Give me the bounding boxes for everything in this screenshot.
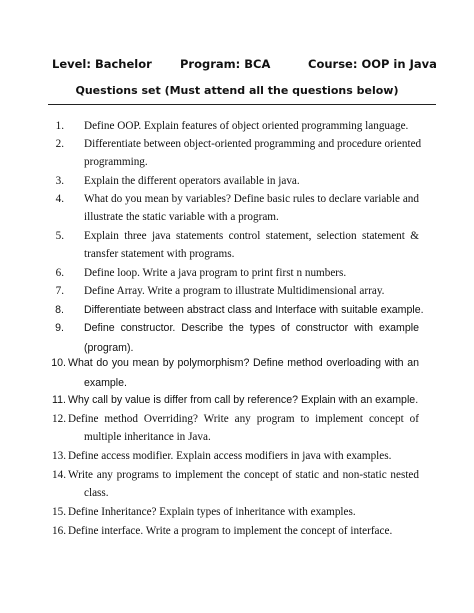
course-label: Course: OOP in Java <box>308 57 437 71</box>
question-number: 15. <box>52 506 66 518</box>
question-text-continued: programming. <box>84 156 148 168</box>
question-text: Explain the different operators available in java. <box>84 175 300 187</box>
question-text-continued: illustrate the static variable with a program. <box>84 211 279 223</box>
question-text: Define constructor. Describe the types of constructor with example <box>84 322 419 334</box>
question-text: Define access modifier. Explain access modifiers in java with examples. <box>68 450 392 462</box>
question-text: What do you mean by polymorphism? Define method overloading with an <box>68 357 419 369</box>
question-text: Differentiate between abstract class and Interface with suitable example. <box>84 304 424 316</box>
question-number: 6. <box>55 267 64 279</box>
question-text: Define loop. Write a java program to print first n numbers. <box>84 267 347 279</box>
question-text: Explain three java statements control statement, selection statement & <box>84 230 419 242</box>
question-text: Differentiate between object-oriented programming and procedure oriented <box>84 138 422 150</box>
level-label: Level: Bachelor <box>52 57 152 71</box>
question-number: 12. <box>52 413 66 425</box>
question-text: What do you mean by variables? Define basic rules to declare variable and <box>84 193 419 205</box>
question-number: 1. <box>55 120 64 132</box>
question-number: 2. <box>55 138 64 150</box>
question-text-continued: class. <box>84 487 109 499</box>
header-divider <box>48 104 436 105</box>
question-text-continued: example. <box>84 377 127 389</box>
questions-set-title: Questions set (Must attend all the questions below) <box>75 84 399 97</box>
question-text: Define OOP. Explain features of object oriented programming language. <box>84 120 409 132</box>
question-text: Define method Overriding? Write any program to implement concept of <box>68 413 419 425</box>
question-number: 5. <box>55 230 64 242</box>
question-number: 11. <box>52 394 66 406</box>
question-text: Define interface. Write a program to implement the concept of interface. <box>68 525 393 537</box>
question-number: 3. <box>55 175 64 187</box>
question-text: Why call by value is differ from call by reference? Explain with an example. <box>68 394 419 406</box>
question-number: 10. <box>51 357 66 369</box>
question-number: 13. <box>52 450 66 462</box>
question-number: 7. <box>55 285 64 297</box>
question-text: Define Inheritance? Explain types of inheritance with examples. <box>68 506 356 518</box>
question-number: 14. <box>52 469 66 481</box>
program-label: Program: BCA <box>180 57 271 71</box>
question-number: 16. <box>52 525 66 537</box>
question-number: 4. <box>55 193 64 205</box>
question-number: 9. <box>55 322 64 334</box>
question-text-continued: (program). <box>84 342 134 354</box>
question-text-continued: transfer statement with programs. <box>84 248 235 260</box>
question-number: 8. <box>55 304 64 316</box>
question-text: Define Array. Write a program to illustrate Multidimensional array. <box>84 285 385 297</box>
question-text: Write any programs to implement the concept of static and non-static nested <box>68 469 419 481</box>
question-text-continued: multiple inheritance in Java. <box>84 431 211 443</box>
